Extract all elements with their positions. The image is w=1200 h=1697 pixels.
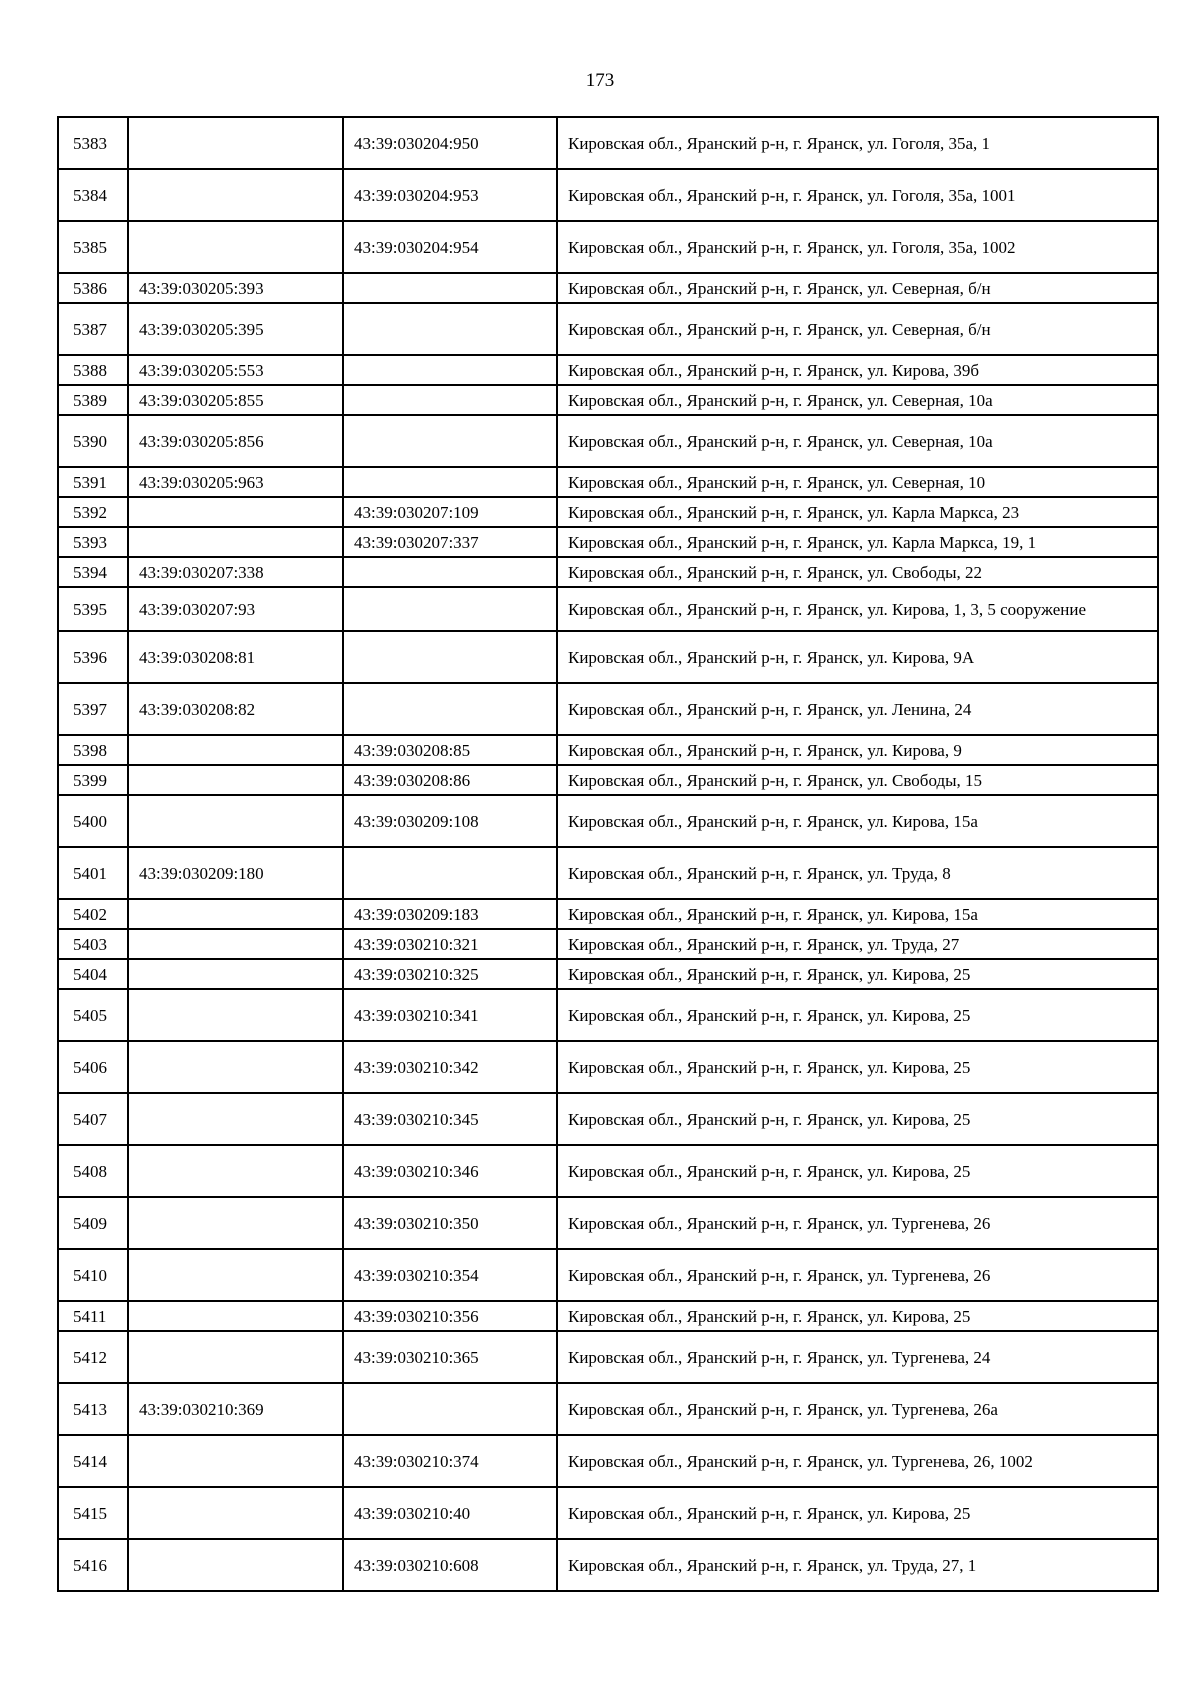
cadastral-number-2 (343, 847, 557, 899)
row-number: 5416 (58, 1539, 128, 1591)
cadastral-number-1: 43:39:030207:93 (128, 587, 343, 631)
table-row (58, 1383, 1158, 1435)
table-row (58, 795, 1158, 847)
cadastral-number-2: 43:39:030207:337 (343, 527, 557, 557)
address: Кировская обл., Яранский р-н, г. Яранск, ул. Тургенева, 26 (557, 1249, 1158, 1301)
cadastral-number-1: 43:39:030205:553 (128, 355, 343, 385)
address: Кировская обл., Яранский р-н, г. Яранск, ул. Кирова, 25 (557, 1487, 1158, 1539)
cadastral-number-2: 43:39:030210:374 (343, 1435, 557, 1487)
cadastral-number-2: 43:39:030209:108 (343, 795, 557, 847)
address: Кировская обл., Яранский р-н, г. Яранск, ул. Гоголя, 35а, 1 (557, 117, 1158, 169)
address: Кировская обл., Яранский р-н, г. Яранск, ул. Северная, 10а (557, 415, 1158, 467)
cadastral-number-2: 43:39:030208:86 (343, 765, 557, 795)
table-row (58, 989, 1158, 1041)
registry-table (57, 116, 1159, 1592)
row-number: 5394 (58, 557, 128, 587)
table-row (58, 1301, 1158, 1331)
cadastral-number-2 (343, 631, 557, 683)
cadastral-number-2: 43:39:030204:953 (343, 169, 557, 221)
cadastral-number-1 (128, 1145, 343, 1197)
address: Кировская обл., Яранский р-н, г. Яранск, ул. Карла Маркса, 23 (557, 497, 1158, 527)
table-row (58, 631, 1158, 683)
cadastral-number-1: 43:39:030208:82 (128, 683, 343, 735)
cadastral-number-2: 43:39:030210:40 (343, 1487, 557, 1539)
cadastral-number-1 (128, 169, 343, 221)
table-row (58, 735, 1158, 765)
address: Кировская обл., Яранский р-н, г. Яранск, ул. Северная, 10 (557, 467, 1158, 497)
cadastral-number-2 (343, 683, 557, 735)
table-row (58, 303, 1158, 355)
cadastral-number-2: 43:39:030204:950 (343, 117, 557, 169)
cadastral-number-2 (343, 355, 557, 385)
address: Кировская обл., Яранский р-н, г. Яранск, ул. Труда, 27, 1 (557, 1539, 1158, 1591)
address: Кировская обл., Яранский р-н, г. Яранск, ул. Кирова, 15а (557, 899, 1158, 929)
table-row (58, 1145, 1158, 1197)
address: Кировская обл., Яранский р-н, г. Яранск, ул. Свободы, 22 (557, 557, 1158, 587)
address: Кировская обл., Яранский р-н, г. Яранск, ул. Кирова, 25 (557, 1301, 1158, 1331)
row-number: 5385 (58, 221, 128, 273)
cadastral-number-2: 43:39:030210:365 (343, 1331, 557, 1383)
table-row (58, 1249, 1158, 1301)
cadastral-number-1 (128, 117, 343, 169)
table-row (58, 467, 1158, 497)
cadastral-number-2: 43:39:030210:346 (343, 1145, 557, 1197)
cadastral-number-1: 43:39:030205:393 (128, 273, 343, 303)
cadastral-number-2 (343, 1383, 557, 1435)
cadastral-number-2: 43:39:030204:954 (343, 221, 557, 273)
table-row (58, 587, 1158, 631)
row-number: 5395 (58, 587, 128, 631)
row-number: 5404 (58, 959, 128, 989)
cadastral-number-1 (128, 795, 343, 847)
address: Кировская обл., Яранский р-н, г. Яранск, ул. Кирова, 25 (557, 959, 1158, 989)
address: Кировская обл., Яранский р-н, г. Яранск, ул. Северная, 10а (557, 385, 1158, 415)
cadastral-number-2: 43:39:030208:85 (343, 735, 557, 765)
table-row (58, 1487, 1158, 1539)
table-row (58, 273, 1158, 303)
table-row (58, 847, 1158, 899)
cadastral-number-2 (343, 557, 557, 587)
cadastral-number-1: 43:39:030205:963 (128, 467, 343, 497)
address: Кировская обл., Яранский р-н, г. Яранск, ул. Кирова, 25 (557, 989, 1158, 1041)
address: Кировская обл., Яранский р-н, г. Яранск, ул. Кирова, 9А (557, 631, 1158, 683)
cadastral-number-1: 43:39:030207:338 (128, 557, 343, 587)
row-number: 5405 (58, 989, 128, 1041)
cadastral-number-2: 43:39:030210:321 (343, 929, 557, 959)
cadastral-number-1 (128, 1487, 343, 1539)
address: Кировская обл., Яранский р-н, г. Яранск, ул. Кирова, 39б (557, 355, 1158, 385)
cadastral-number-2: 43:39:030210:354 (343, 1249, 557, 1301)
row-number: 5415 (58, 1487, 128, 1539)
address: Кировская обл., Яранский р-н, г. Яранск, ул. Ленина, 24 (557, 683, 1158, 735)
address: Кировская обл., Яранский р-н, г. Яранск, ул. Кирова, 25 (557, 1041, 1158, 1093)
row-number: 5406 (58, 1041, 128, 1093)
table-row (58, 899, 1158, 929)
table-row (58, 497, 1158, 527)
address: Кировская обл., Яранский р-н, г. Яранск, ул. Гоголя, 35а, 1001 (557, 169, 1158, 221)
cadastral-number-1 (128, 929, 343, 959)
address: Кировская обл., Яранский р-н, г. Яранск, ул. Труда, 8 (557, 847, 1158, 899)
row-number: 5411 (58, 1301, 128, 1331)
address: Кировская обл., Яранский р-н, г. Яранск, ул. Кирова, 15а (557, 795, 1158, 847)
row-number: 5384 (58, 169, 128, 221)
row-number: 5399 (58, 765, 128, 795)
cadastral-number-2 (343, 303, 557, 355)
cadastral-number-2 (343, 273, 557, 303)
table-row (58, 683, 1158, 735)
cadastral-number-1: 43:39:030208:81 (128, 631, 343, 683)
table-row (58, 1435, 1158, 1487)
address: Кировская обл., Яранский р-н, г. Яранск, ул. Свободы, 15 (557, 765, 1158, 795)
table-row (58, 959, 1158, 989)
row-number: 5408 (58, 1145, 128, 1197)
table-row (58, 1041, 1158, 1093)
table-row (58, 557, 1158, 587)
table-row (58, 929, 1158, 959)
cadastral-number-1 (128, 497, 343, 527)
cadastral-number-2: 43:39:030210:608 (343, 1539, 557, 1591)
cadastral-number-2 (343, 385, 557, 415)
cadastral-number-2 (343, 415, 557, 467)
cadastral-number-1: 43:39:030205:856 (128, 415, 343, 467)
cadastral-number-2: 43:39:030207:109 (343, 497, 557, 527)
row-number: 5383 (58, 117, 128, 169)
address: Кировская обл., Яранский р-н, г. Яранск, ул. Тургенева, 24 (557, 1331, 1158, 1383)
address: Кировская обл., Яранский р-н, г. Яранск, ул. Кирова, 25 (557, 1093, 1158, 1145)
cadastral-number-2: 43:39:030210:350 (343, 1197, 557, 1249)
cadastral-number-2: 43:39:030210:345 (343, 1093, 557, 1145)
row-number: 5403 (58, 929, 128, 959)
row-number: 5389 (58, 385, 128, 415)
row-number: 5391 (58, 467, 128, 497)
row-number: 5387 (58, 303, 128, 355)
table-row (58, 1539, 1158, 1591)
address: Кировская обл., Яранский р-н, г. Яранск, ул. Северная, б/н (557, 303, 1158, 355)
cadastral-number-1: 43:39:030205:395 (128, 303, 343, 355)
cadastral-number-1: 43:39:030205:855 (128, 385, 343, 415)
address: Кировская обл., Яранский р-н, г. Яранск, ул. Карла Маркса, 19, 1 (557, 527, 1158, 557)
cadastral-number-2: 43:39:030210:325 (343, 959, 557, 989)
row-number: 5386 (58, 273, 128, 303)
row-number: 5388 (58, 355, 128, 385)
cadastral-number-1 (128, 735, 343, 765)
cadastral-number-1 (128, 1331, 343, 1383)
cadastral-number-2: 43:39:030210:356 (343, 1301, 557, 1331)
row-number: 5390 (58, 415, 128, 467)
cadastral-number-2: 43:39:030210:341 (343, 989, 557, 1041)
cadastral-number-1 (128, 1041, 343, 1093)
page-number: 173 (585, 70, 615, 91)
table-row (58, 169, 1158, 221)
row-number: 5412 (58, 1331, 128, 1383)
row-number: 5409 (58, 1197, 128, 1249)
cadastral-number-1 (128, 527, 343, 557)
cadastral-number-2 (343, 467, 557, 497)
cadastral-number-1 (128, 1539, 343, 1591)
table-row (58, 415, 1158, 467)
cadastral-number-2: 43:39:030209:183 (343, 899, 557, 929)
cadastral-number-1 (128, 1435, 343, 1487)
table-row (58, 1093, 1158, 1145)
row-number: 5397 (58, 683, 128, 735)
table-row (58, 1197, 1158, 1249)
cadastral-number-2: 43:39:030210:342 (343, 1041, 557, 1093)
row-number: 5393 (58, 527, 128, 557)
cadastral-number-1: 43:39:030210:369 (128, 1383, 343, 1435)
address: Кировская обл., Яранский р-н, г. Яранск, ул. Кирова, 25 (557, 1145, 1158, 1197)
row-number: 5413 (58, 1383, 128, 1435)
row-number: 5398 (58, 735, 128, 765)
table-row (58, 355, 1158, 385)
cadastral-number-1 (128, 899, 343, 929)
address: Кировская обл., Яранский р-н, г. Яранск, ул. Тургенева, 26а (557, 1383, 1158, 1435)
cadastral-number-1 (128, 1093, 343, 1145)
address: Кировская обл., Яранский р-н, г. Яранск, ул. Северная, б/н (557, 273, 1158, 303)
address: Кировская обл., Яранский р-н, г. Яранск, ул. Труда, 27 (557, 929, 1158, 959)
cadastral-number-1 (128, 1197, 343, 1249)
address: Кировская обл., Яранский р-н, г. Яранск, ул. Кирова, 1, 3, 5 сооружение (557, 587, 1158, 631)
row-number: 5392 (58, 497, 128, 527)
address: Кировская обл., Яранский р-н, г. Яранск, ул. Тургенева, 26, 1002 (557, 1435, 1158, 1487)
row-number: 5407 (58, 1093, 128, 1145)
address: Кировская обл., Яранский р-н, г. Яранск, ул. Гоголя, 35а, 1002 (557, 221, 1158, 273)
table-row (58, 385, 1158, 415)
cadastral-number-1 (128, 765, 343, 795)
cadastral-number-1 (128, 1249, 343, 1301)
row-number: 5414 (58, 1435, 128, 1487)
cadastral-number-1 (128, 1301, 343, 1331)
table-row (58, 765, 1158, 795)
registry-table-body (58, 117, 1158, 1591)
cadastral-number-1 (128, 959, 343, 989)
table-row (58, 221, 1158, 273)
cadastral-number-1 (128, 989, 343, 1041)
address: Кировская обл., Яранский р-н, г. Яранск, ул. Кирова, 9 (557, 735, 1158, 765)
row-number: 5400 (58, 795, 128, 847)
row-number: 5396 (58, 631, 128, 683)
cadastral-number-2 (343, 587, 557, 631)
row-number: 5410 (58, 1249, 128, 1301)
address: Кировская обл., Яранский р-н, г. Яранск, ул. Тургенева, 26 (557, 1197, 1158, 1249)
table-row (58, 117, 1158, 169)
row-number: 5402 (58, 899, 128, 929)
row-number: 5401 (58, 847, 128, 899)
cadastral-number-1 (128, 221, 343, 273)
table-row (58, 1331, 1158, 1383)
cadastral-number-1: 43:39:030209:180 (128, 847, 343, 899)
table-row (58, 527, 1158, 557)
